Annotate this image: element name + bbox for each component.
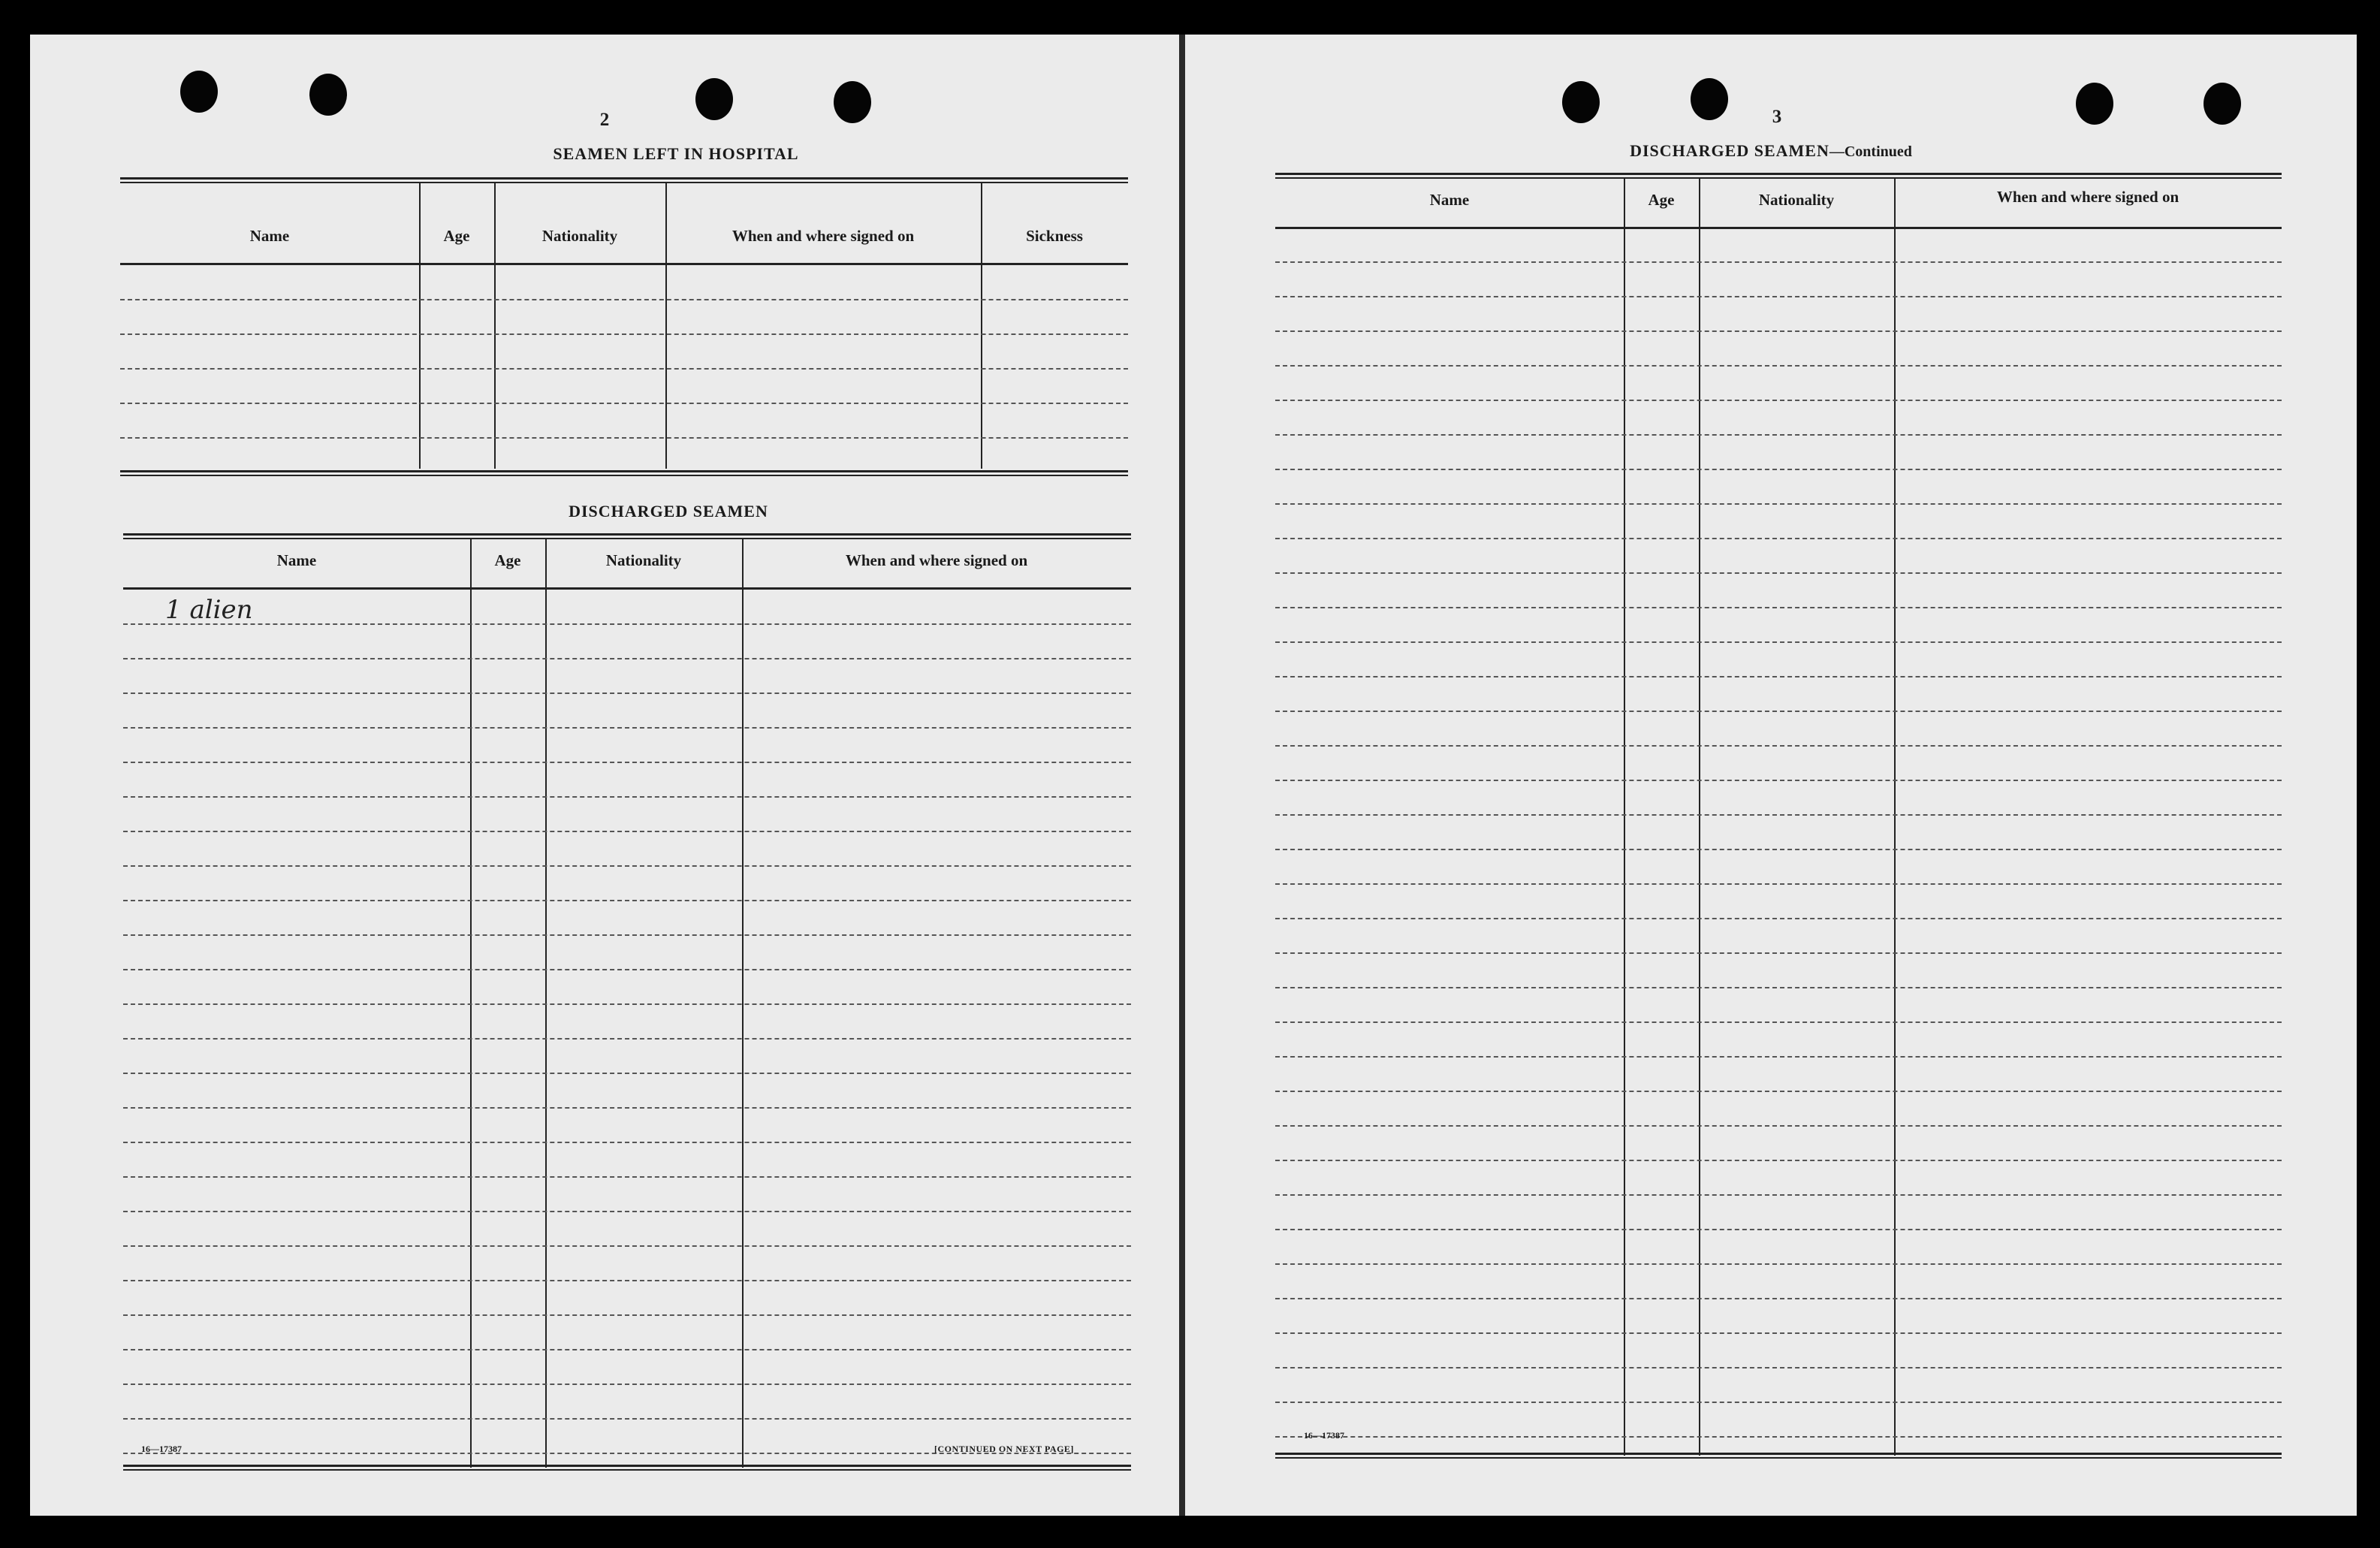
entry-line — [120, 437, 1128, 439]
entry-line — [123, 1418, 1131, 1420]
entry-line — [1275, 1332, 2282, 1334]
entry-line — [1275, 745, 2282, 747]
entry-line — [1275, 400, 2282, 401]
section-title-discharged: DISCHARGED SEAMEN — [569, 502, 768, 521]
form-number: 16—17387 — [141, 1444, 182, 1454]
section-title-hospital: SEAMEN LEFT IN HOSPITAL — [553, 144, 799, 163]
entry-line — [1275, 572, 2282, 574]
section-title-suffix: —Continued — [1829, 143, 1912, 160]
entry-line — [1275, 1298, 2282, 1299]
entry-line — [123, 865, 1131, 867]
entry-line — [1275, 711, 2282, 712]
entry-line — [1275, 780, 2282, 781]
hospital-table — [120, 177, 1128, 485]
entry-line — [1275, 1229, 2282, 1230]
entry-line — [1275, 434, 2282, 436]
table-top-rule — [1275, 173, 2282, 179]
entry-line — [123, 658, 1131, 659]
entry-line — [1275, 1091, 2282, 1092]
punch-hole — [180, 71, 218, 113]
column-header-name: Name — [249, 227, 290, 245]
entry-line — [123, 762, 1131, 763]
entry-line — [1275, 849, 2282, 850]
entry-line — [1275, 676, 2282, 677]
right-page — [1185, 35, 2357, 1516]
entry-line — [1275, 607, 2282, 608]
entry-line — [120, 368, 1128, 370]
entry-line — [1275, 330, 2282, 332]
column-header-age: Age — [494, 551, 521, 569]
entry-line — [1275, 261, 2282, 263]
entry-line — [1275, 538, 2282, 539]
handwritten-entry: 1 alien — [165, 595, 253, 625]
column-header-nationality: Nationality — [541, 227, 618, 245]
column-header-signed-on: When and where signed on — [731, 227, 915, 245]
column-header-signed-on: When and where signed on — [1996, 188, 2179, 206]
entry-line — [123, 900, 1131, 901]
entry-line — [123, 1176, 1131, 1178]
column-divider — [981, 183, 982, 469]
entry-line — [1275, 1056, 2282, 1058]
entry-line — [1275, 883, 2282, 885]
column-header-nationality: Nationality — [605, 551, 682, 569]
entry-line — [123, 1245, 1131, 1247]
entry-line — [1275, 1402, 2282, 1403]
entry-line — [1275, 641, 2282, 643]
entry-line — [120, 299, 1128, 300]
discharged-table — [123, 533, 1131, 1472]
entry-line — [1275, 1160, 2282, 1161]
punch-hole — [695, 78, 733, 120]
entry-line — [1275, 365, 2282, 367]
table-bottom-rule — [123, 1465, 1131, 1471]
entry-line — [123, 1003, 1131, 1005]
entry-line — [123, 1349, 1131, 1350]
entry-line — [1275, 469, 2282, 470]
entry-line — [123, 1107, 1131, 1109]
entry-line — [123, 1384, 1131, 1385]
left-page — [30, 35, 1179, 1516]
section-title-discharged-continued — [1501, 141, 2041, 161]
entry-line — [1275, 296, 2282, 297]
column-header-nationality: Nationality — [1758, 191, 1835, 209]
entry-line — [120, 333, 1128, 335]
column-divider — [665, 183, 667, 469]
punch-hole — [1562, 81, 1600, 123]
entry-line — [123, 831, 1131, 832]
entry-line — [123, 969, 1131, 970]
column-header-name: Name — [276, 551, 317, 569]
column-header-signed-on: When and where signed on — [845, 551, 1028, 569]
entry-line — [123, 934, 1131, 936]
table-bottom-rule — [120, 470, 1128, 476]
entry-line — [1275, 503, 2282, 505]
entry-line — [123, 693, 1131, 694]
column-header-age: Age — [1648, 191, 1675, 209]
entry-line — [123, 1038, 1131, 1040]
entry-line — [1275, 1194, 2282, 1196]
table-header-rule — [1275, 227, 2282, 229]
entry-line — [123, 1073, 1131, 1074]
entry-line — [1275, 918, 2282, 919]
entry-line — [1275, 987, 2282, 988]
punch-hole — [2204, 83, 2241, 125]
entry-line — [1275, 952, 2282, 954]
entry-line — [1275, 1367, 2282, 1368]
page-gutter — [1179, 35, 1185, 1516]
entry-line — [123, 1280, 1131, 1281]
page-number: 3 — [1772, 107, 1782, 127]
column-header-age: Age — [443, 227, 470, 245]
entry-line — [123, 727, 1131, 729]
continued-note: [CONTINUED ON NEXT PAGE] — [934, 1444, 1074, 1454]
page-number: 2 — [599, 110, 610, 130]
column-header-sickness: Sickness — [1026, 227, 1083, 245]
entry-line — [120, 403, 1128, 404]
entry-line — [1275, 1436, 2282, 1438]
column-header-name: Name — [1429, 191, 1470, 209]
entry-line — [1275, 1263, 2282, 1265]
section-title-text: DISCHARGED SEAMEN — [1630, 141, 1829, 160]
table-top-rule — [123, 533, 1131, 539]
entry-line — [123, 1211, 1131, 1212]
form-number: 16—17387 — [1304, 1430, 1344, 1441]
entry-line — [123, 1314, 1131, 1316]
table-header-rule — [123, 587, 1131, 590]
table-bottom-rule — [1275, 1453, 2282, 1459]
entry-line — [123, 1142, 1131, 1143]
entry-line — [1275, 1125, 2282, 1127]
entry-line — [1275, 814, 2282, 816]
table-top-rule — [120, 177, 1128, 183]
column-divider — [419, 183, 421, 469]
table-header-rule — [120, 263, 1128, 265]
discharged-continued-table — [1275, 173, 2282, 1472]
entry-line — [123, 623, 1131, 625]
punch-hole — [1691, 78, 1728, 120]
punch-hole — [309, 74, 347, 116]
punch-hole — [2076, 83, 2113, 125]
entry-line — [123, 796, 1131, 798]
column-divider — [494, 183, 496, 469]
entry-line — [1275, 1021, 2282, 1023]
punch-hole — [834, 81, 871, 123]
